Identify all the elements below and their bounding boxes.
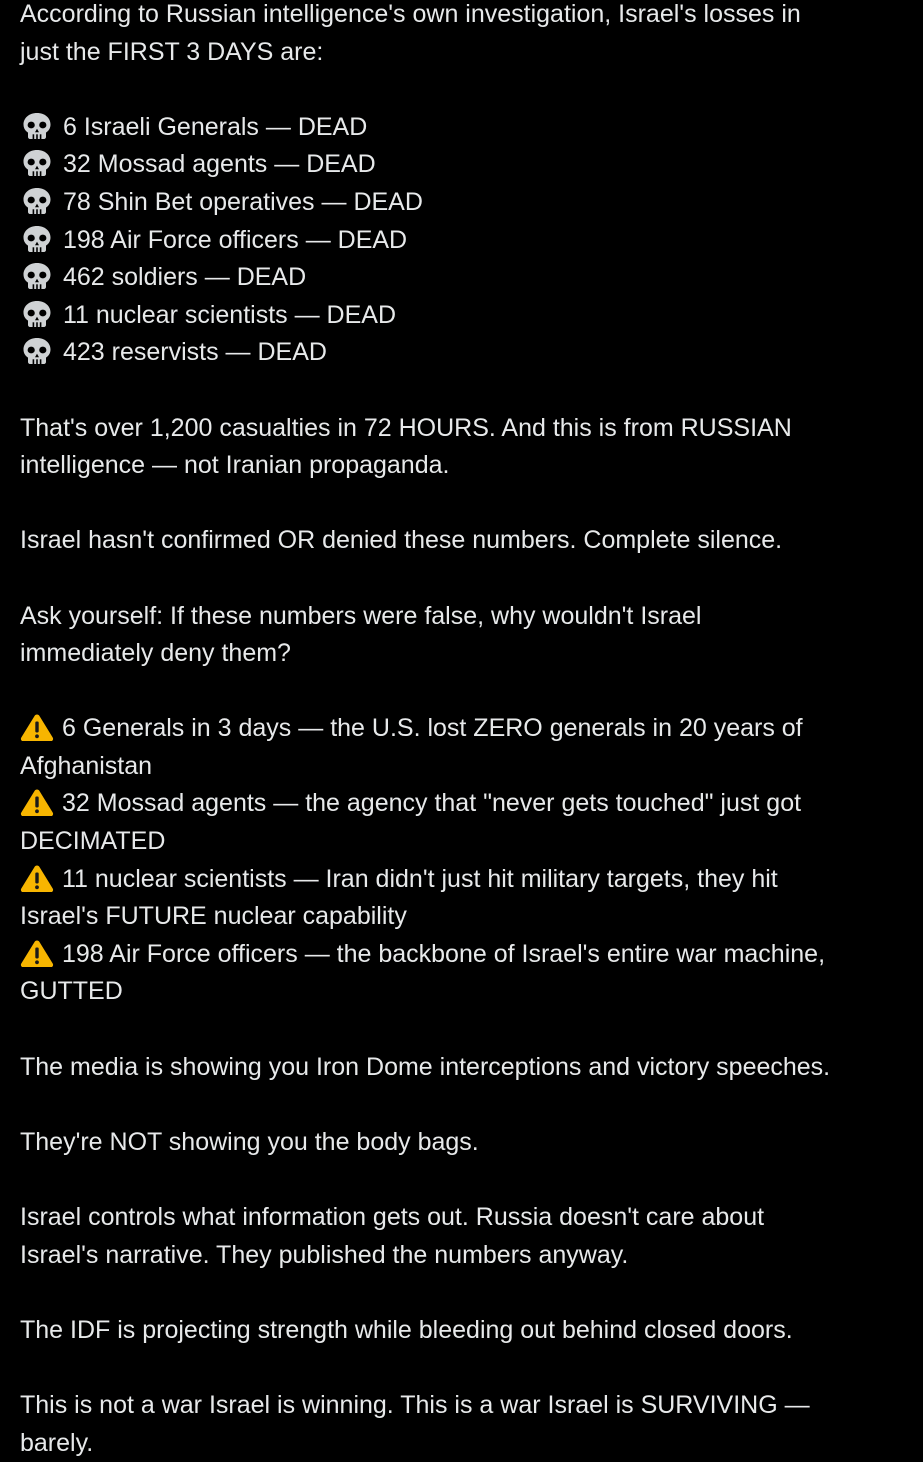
- warnings-list: [20, 710, 915, 1011]
- summary-line: That's over 1,200 casualties in 72 HOURS. And this is from RUSSIAN: [20, 413, 792, 442]
- silence-line: Israel hasn't confirmed OR denied these numbers. Complete silence.: [20, 526, 783, 555]
- skull-icon: [21, 187, 53, 215]
- loss-item-text: 423 reservists — DEAD: [63, 338, 327, 367]
- skull-icon: [21, 262, 53, 290]
- warning-icon: [20, 864, 54, 892]
- warning-icon: [20, 788, 54, 816]
- loss-item: [20, 259, 915, 297]
- loss-item: [20, 146, 915, 184]
- warning-item-text: DECIMATED: [20, 827, 166, 856]
- warning-icon: [20, 713, 54, 741]
- warning-item-line: [20, 823, 915, 861]
- loss-item: [20, 334, 915, 372]
- skull-icon: [21, 337, 53, 365]
- loss-item-text: 32 Mossad agents — DEAD: [63, 150, 376, 179]
- control-line: Israel controls what information gets out. Russia doesn't care about: [20, 1203, 765, 1231]
- loss-item-text: 462 soldiers — DEAD: [63, 263, 307, 292]
- loss-item-text: 198 Air Force officers — DEAD: [63, 225, 408, 254]
- body-bags-line: They're NOT showing you the body bags.: [20, 1127, 479, 1156]
- warning-item-line: [20, 785, 915, 823]
- question-paragraph: [20, 598, 915, 673]
- idf-paragraph: [20, 1312, 915, 1350]
- warning-item-text: Afghanistan: [20, 751, 153, 780]
- intro-line: According to Russian intelligence's own investigation, Israel's losses in: [20, 0, 801, 28]
- closing-line: This is not a war Israel is winning. This is a war Israel is SURVIVING —: [20, 1390, 810, 1419]
- question-line: immediately deny them?: [20, 639, 291, 668]
- question-line: Ask yourself: If these numbers were false, why wouldn't Israel: [20, 601, 702, 630]
- warning-icon: [20, 939, 54, 967]
- warning-item-text: 6 Generals in 3 days — the U.S. lost ZERO generals in 20 years of: [62, 714, 803, 743]
- skull-icon: [21, 112, 53, 140]
- losses-list: [20, 109, 915, 372]
- control-line: Israel's narrative. They published the numbers anyway.: [20, 1240, 629, 1269]
- warning-item-line: [20, 936, 915, 974]
- warning-item-text: 32 Mossad agents — the agency that "never gets touched" just got: [62, 789, 802, 818]
- skull-icon: [21, 225, 53, 253]
- post-body: [20, 0, 915, 1462]
- media-line: The media is showing you Iron Dome interceptions and victory speeches.: [20, 1052, 831, 1081]
- silence-paragraph: [20, 522, 915, 560]
- warning-item-line: [20, 973, 915, 1011]
- body-bags-paragraph: [20, 1124, 915, 1162]
- summary-line: intelligence — not Iranian propaganda.: [20, 451, 450, 480]
- summary-paragraph: [20, 410, 915, 485]
- warning-item-text: 11 nuclear scientists — Iran didn't just hit military targets, they hit: [62, 864, 778, 893]
- warning-item-line: [20, 710, 915, 748]
- loss-item: [20, 222, 915, 260]
- warning-item-line: [20, 898, 915, 936]
- loss-item-text: 78 Shin Bet operatives — DEAD: [63, 187, 423, 216]
- intro-paragraph: [20, 0, 915, 71]
- warning-item-text: GUTTED: [20, 977, 123, 1006]
- loss-item-text: 11 nuclear scientists — DEAD: [63, 300, 396, 329]
- closing-paragraph: [20, 1387, 915, 1462]
- control-paragraph: [20, 1199, 915, 1274]
- skull-icon: [21, 149, 53, 177]
- warning-item-text: Israel's FUTURE nuclear capability: [20, 902, 407, 931]
- loss-item: [20, 184, 915, 222]
- closing-line: barely.: [20, 1428, 94, 1457]
- warning-item-line: [20, 861, 915, 899]
- loss-item: [20, 297, 915, 335]
- loss-item-text: 6 Israeli Generals — DEAD: [63, 112, 368, 141]
- loss-item: [20, 109, 915, 147]
- skull-icon: [21, 300, 53, 328]
- warning-item-text: 198 Air Force officers — the backbone of Israel's entire war machine,: [62, 939, 826, 968]
- intro-line: just the FIRST 3 DAYS are:: [20, 37, 324, 66]
- warning-item-line: [20, 748, 915, 786]
- idf-line: The IDF is projecting strength while bleeding out behind closed doors.: [20, 1315, 793, 1344]
- media-paragraph: [20, 1049, 915, 1087]
